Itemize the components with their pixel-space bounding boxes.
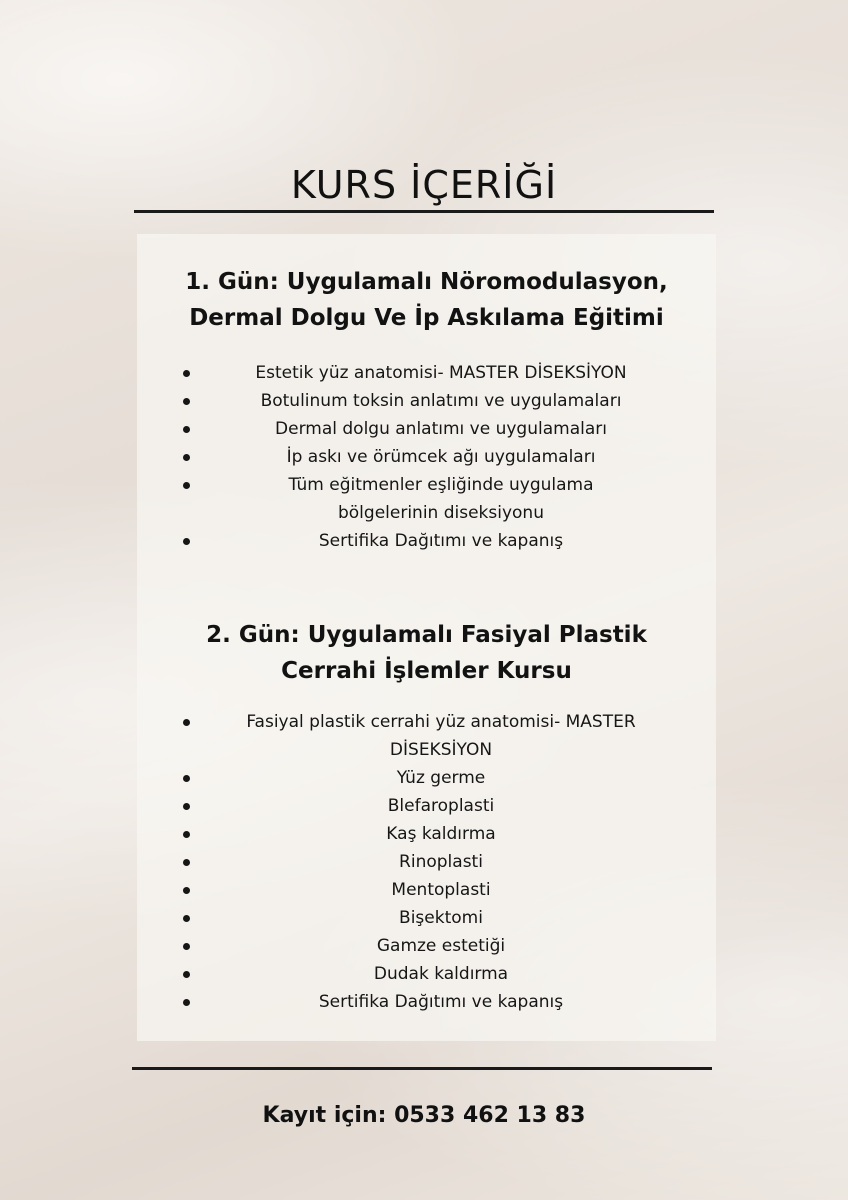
list-item-text: Estetik yüz anatomisi- MASTER DİSEKSİYON: [255, 363, 627, 383]
list-item-text: Sertifika Dağıtımı ve kapanış: [318, 531, 564, 551]
list-item-text: Dudak kaldırma: [373, 964, 509, 984]
list-item-text: Yüz germe: [396, 768, 486, 788]
list-item: [177, 764, 677, 792]
day2-topic-list: [177, 708, 677, 1016]
bullet-icon: [183, 943, 190, 950]
list-item: [177, 960, 677, 988]
list-item-text: Mentoplasti: [391, 880, 491, 900]
list-item: [177, 792, 677, 820]
list-item: [177, 415, 677, 443]
bullet-icon: [183, 370, 190, 377]
bullet-icon: [183, 538, 190, 545]
list-item-text: Tüm eğitmenler eşliğinde uygulama bölgelerinin diseksiyonu: [288, 475, 594, 523]
list-item: [177, 820, 677, 848]
list-item-text: Fasiyal plastik cerrahi yüz anatomisi- MASTER DİSEKSİYON: [246, 712, 636, 760]
list-item: [177, 359, 677, 387]
list-item: [177, 527, 677, 555]
list-item-text: Gamze estetiği: [376, 936, 506, 956]
bullet-icon: [183, 426, 190, 433]
bottom-divider: [132, 1067, 712, 1070]
bullet-icon: [183, 971, 190, 978]
list-item-text: Dermal dolgu anlatımı ve uygulamaları: [275, 419, 607, 439]
bullet-icon: [183, 398, 190, 405]
list-item-text: Botulinum toksin anlatımı ve uygulamaları: [260, 391, 622, 411]
bullet-icon: [183, 482, 190, 489]
day1-heading-line2: Dermal Dolgu Ve İp Askılama Eğitimi: [189, 305, 664, 331]
day1-heading-line1: 1. Gün: Uygulamalı Nöromodulasyon,: [185, 269, 668, 295]
list-item: [177, 443, 677, 471]
bullet-icon: [183, 915, 190, 922]
page-title: KURS İÇERİĞİ: [290, 163, 558, 208]
day2-heading: [137, 617, 716, 689]
bullet-icon: [183, 831, 190, 838]
day2-heading-line1: 2. Gün: Uygulamalı Fasiyal Plastik: [206, 622, 647, 648]
list-item-text: Sertifika Dağıtımı ve kapanış: [318, 992, 564, 1012]
day1-heading: [137, 264, 716, 336]
list-item: [177, 708, 677, 764]
list-item: [177, 932, 677, 960]
list-item: [177, 848, 677, 876]
bullet-icon: [183, 775, 190, 782]
list-item: [177, 988, 677, 1016]
list-item: [177, 387, 677, 415]
list-item: [177, 876, 677, 904]
bullet-icon: [183, 999, 190, 1006]
list-item-text: Blefaroplasti: [387, 796, 495, 816]
day1-topic-list: [177, 359, 677, 555]
bullet-icon: [183, 803, 190, 810]
list-item: [177, 471, 677, 527]
day2-heading-line2: Cerrahi İşlemler Kursu: [281, 658, 572, 684]
list-item-text: Rinoplasti: [399, 852, 483, 872]
list-item-text: İp askı ve örümcek ağı uygulamaları: [286, 447, 596, 467]
bullet-icon: [183, 719, 190, 726]
registration-contact: Kayıt için: 0533 462 13 83: [262, 1103, 586, 1128]
list-item: [177, 904, 677, 932]
bullet-icon: [183, 887, 190, 894]
list-item-text: Kaş kaldırma: [386, 824, 496, 844]
list-item-text: Bişektomi: [399, 908, 483, 928]
top-divider: [134, 210, 714, 213]
bullet-icon: [183, 454, 190, 461]
bullet-icon: [183, 859, 190, 866]
